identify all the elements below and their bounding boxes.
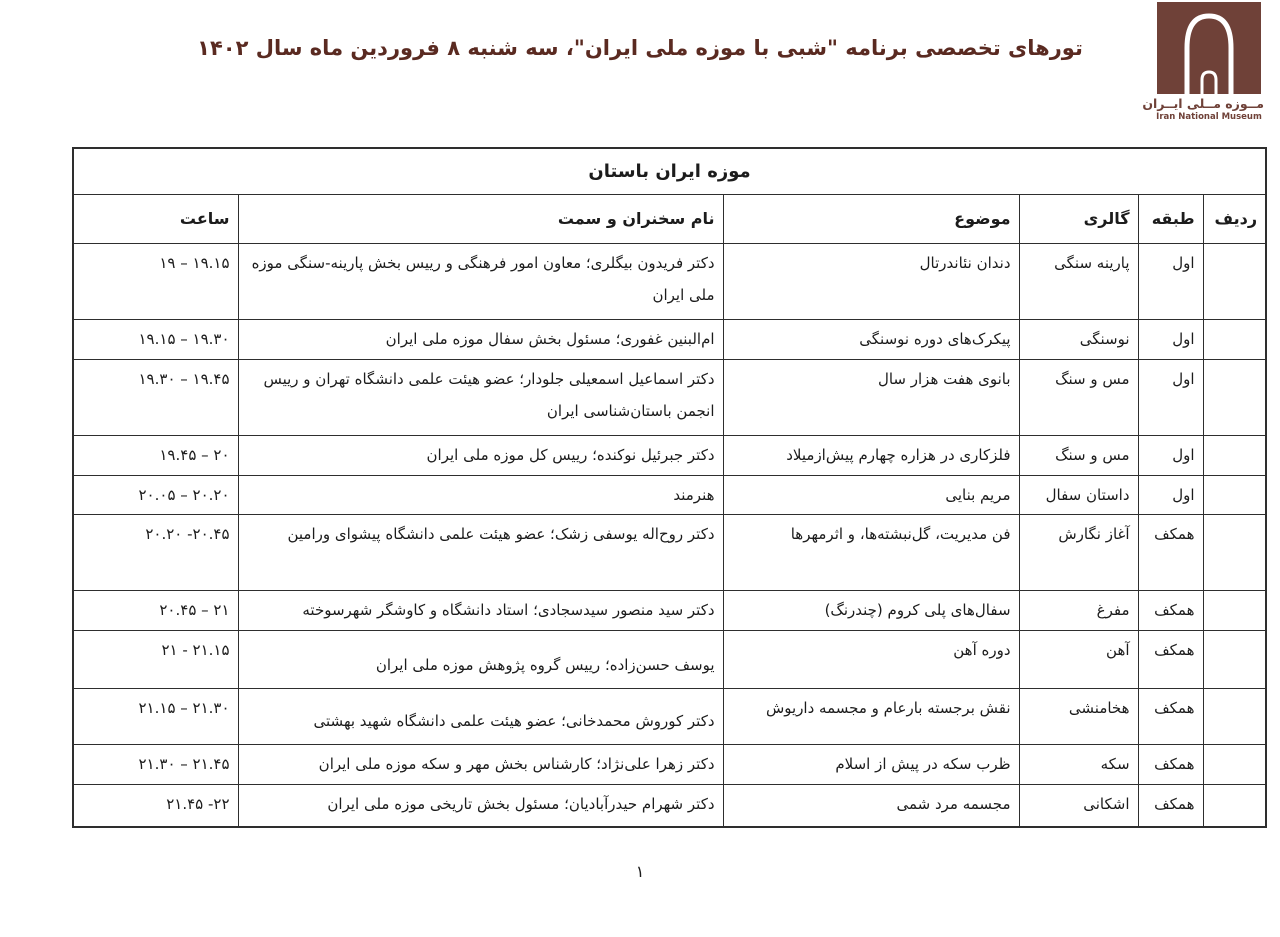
cell-speaker: یوسف حسن‌زاده؛ رییس گروه پژوهش موزه ملی ایران xyxy=(238,631,723,689)
cell-floor: اول xyxy=(1138,476,1203,515)
cell-gallery: نوسنگی xyxy=(1019,320,1138,360)
cell-subject: نقش برجسته بارعام و مجسمه داریوش xyxy=(723,689,1019,745)
cell-gallery: سکه xyxy=(1019,745,1138,785)
cell-subject: بانوی هفت هزار سال xyxy=(723,360,1019,436)
cell-row-number xyxy=(1203,631,1266,689)
museum-logo xyxy=(1142,2,1264,122)
cell-speaker: دکتر اسماعیل اسمعیلی جلودار؛ عضو هیئت علمی دانشگاه تهران و رییس انجمن باستان‌شناسی ایران xyxy=(238,360,723,436)
header-time: ساعت xyxy=(73,195,238,244)
header-gallery: گالری xyxy=(1019,195,1138,244)
cell-time xyxy=(73,244,238,320)
cell-subject: مریم بنایی xyxy=(723,476,1019,515)
cell-speaker: دکتر زهرا علی‌نژاد؛ کارشناس بخش مهر و سکه موزه ملی ایران xyxy=(238,745,723,785)
time-range: ۲۱.۴۵ -۲۲ xyxy=(166,795,230,813)
table-row xyxy=(73,436,1266,476)
cell-row-number xyxy=(1203,320,1266,360)
cell-speaker: دکتر روح‌اله یوسفی زشک؛ عضو هیئت علمی دانشگاه پیشوای ورامین xyxy=(238,515,723,591)
cell-subject: دوره آهن xyxy=(723,631,1019,689)
cell-floor: اول xyxy=(1138,436,1203,476)
cell-time xyxy=(73,745,238,785)
time-range: ۲۱ - ۲۱.۱۵ xyxy=(161,641,230,659)
table-title-row xyxy=(73,148,1266,195)
header-speaker: نام سخنران و سمت xyxy=(238,195,723,244)
cell-floor: همکف xyxy=(1138,745,1203,785)
cell-floor: اول xyxy=(1138,244,1203,320)
cell-speaker: ام‌البنین غفوری؛ مسئول بخش سفال موزه ملی ایران xyxy=(238,320,723,360)
time-range: ۲۰.۲۰ -۲۰.۴۵ xyxy=(145,525,230,543)
table-row xyxy=(73,745,1266,785)
header-row-number: ردیف xyxy=(1203,195,1266,244)
cell-time xyxy=(73,476,238,515)
header-subject: موضوع xyxy=(723,195,1019,244)
cell-gallery: مفرغ xyxy=(1019,591,1138,631)
time-range: ۲۰.۰۵ – ۲۰.۲۰ xyxy=(138,486,230,504)
cell-gallery: آهن xyxy=(1019,631,1138,689)
time-range: ۱۹ – ۱۹.۱۵ xyxy=(159,254,230,272)
cell-floor: همکف xyxy=(1138,591,1203,631)
cell-speaker: هنرمند xyxy=(238,476,723,515)
table-header-row xyxy=(73,195,1266,244)
page-number: ۱ xyxy=(635,862,645,881)
cell-subject: ظرب سکه در پیش از اسلام xyxy=(723,745,1019,785)
cell-gallery: مس و سنگ xyxy=(1019,360,1138,436)
cell-speaker: دکتر جبرئیل نوکنده؛ رییس کل موزه ملی ایران xyxy=(238,436,723,476)
time-range: ۱۹.۱۵ – ۱۹.۳۰ xyxy=(138,330,230,348)
cell-time xyxy=(73,785,238,827)
cell-row-number xyxy=(1203,476,1266,515)
cell-time xyxy=(73,360,238,436)
logo-name-fa: مــوزه مــلی ایــران xyxy=(1142,96,1264,111)
cell-gallery: پارینه سنگی xyxy=(1019,244,1138,320)
cell-floor: همکف xyxy=(1138,631,1203,689)
cell-time xyxy=(73,689,238,745)
museum-arch-icon xyxy=(1157,2,1261,94)
cell-floor: همکف xyxy=(1138,689,1203,745)
cell-row-number xyxy=(1203,244,1266,320)
cell-speaker: دکتر فریدون بیگلری؛ معاون امور فرهنگی و رییس بخش پارینه-سنگی موزه ملی ایران xyxy=(238,244,723,320)
cell-gallery: داستان سفال xyxy=(1019,476,1138,515)
cell-gallery: اشکانی xyxy=(1019,785,1138,827)
table-row xyxy=(73,244,1266,320)
time-range: ۲۰.۴۵ – ۲۱ xyxy=(159,601,230,619)
cell-time xyxy=(73,436,238,476)
time-range: ۱۹.۴۵ – ۲۰ xyxy=(159,446,230,464)
page-title: تورهای تخصصی برنامه "شبی با موزه ملی ایران"، سه شنبه ۸ فروردین ماه سال ۱۴۰۲ xyxy=(197,36,1083,60)
cell-speaker: دکتر کوروش محمدخانی؛ عضو هیئت علمی دانشگاه شهید بهشتی xyxy=(238,689,723,745)
table-row xyxy=(73,320,1266,360)
cell-floor: اول xyxy=(1138,360,1203,436)
cell-speaker: دکتر سید منصور سیدسجادی؛ استاد دانشگاه و کاوشگر شهرسوخته xyxy=(238,591,723,631)
table-row xyxy=(73,476,1266,515)
cell-floor: اول xyxy=(1138,320,1203,360)
cell-row-number xyxy=(1203,360,1266,436)
table-row xyxy=(73,689,1266,745)
cell-row-number xyxy=(1203,745,1266,785)
table-title: موزه ایران باستان xyxy=(73,148,1266,195)
cell-time xyxy=(73,631,238,689)
table-row xyxy=(73,631,1266,689)
table-row xyxy=(73,785,1266,827)
schedule-table xyxy=(72,147,1267,828)
cell-row-number xyxy=(1203,689,1266,745)
table-row xyxy=(73,360,1266,436)
cell-subject: فلزکاری در هزاره چهارم پیش‌ازمیلاد xyxy=(723,436,1019,476)
cell-floor: همکف xyxy=(1138,515,1203,591)
time-range: ۱۹.۳۰ – ۱۹.۴۵ xyxy=(138,370,230,388)
cell-subject: پیکرک‌های دوره نوسنگی xyxy=(723,320,1019,360)
cell-row-number xyxy=(1203,591,1266,631)
cell-subject: فن مدیریت، گل‌نبشته‌ها، و اثرمهرها xyxy=(723,515,1019,591)
cell-subject: سفال‌های پلی کروم (چندرنگ) xyxy=(723,591,1019,631)
cell-row-number xyxy=(1203,515,1266,591)
cell-time xyxy=(73,515,238,591)
table-row xyxy=(73,515,1266,591)
cell-speaker: دکتر شهرام حیدرآبادیان؛ مسئول بخش تاریخی موزه ملی ایران xyxy=(238,785,723,827)
cell-gallery: هخامنشی xyxy=(1019,689,1138,745)
cell-time xyxy=(73,320,238,360)
time-range: ۲۱.۱۵ – ۲۱.۳۰ xyxy=(138,699,230,717)
logo-name-en: Iran National Museum xyxy=(1156,112,1262,122)
cell-floor: همکف xyxy=(1138,785,1203,827)
cell-subject: دندان نئاندرتال xyxy=(723,244,1019,320)
time-range: ۲۱.۳۰ – ۲۱.۴۵ xyxy=(138,755,230,773)
cell-row-number xyxy=(1203,785,1266,827)
cell-gallery: مس و سنگ xyxy=(1019,436,1138,476)
header-floor: طبقه xyxy=(1138,195,1203,244)
cell-row-number xyxy=(1203,436,1266,476)
cell-time xyxy=(73,591,238,631)
cell-gallery: آغاز نگارش xyxy=(1019,515,1138,591)
table-row xyxy=(73,591,1266,631)
cell-subject: مجسمه مرد شمی xyxy=(723,785,1019,827)
